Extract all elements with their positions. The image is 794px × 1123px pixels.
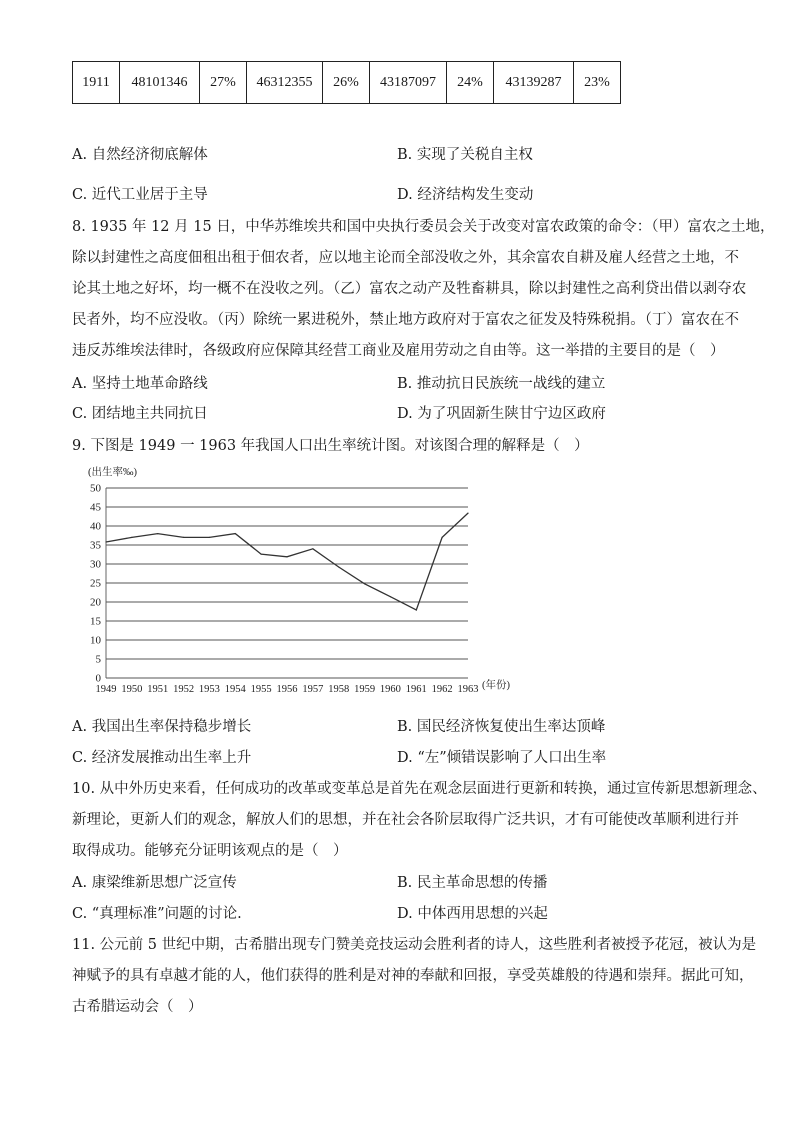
option-key: D.	[397, 187, 413, 203]
option-key: A.	[72, 875, 88, 891]
x-tick-label: 1956	[276, 684, 298, 695]
y-tick-label: 30	[90, 558, 101, 571]
data-point	[183, 537, 184, 538]
option-key: A.	[72, 719, 88, 735]
data-point	[442, 537, 443, 538]
option-key: C.	[72, 187, 88, 203]
q7-option-c[interactable]	[72, 183, 208, 204]
data-point	[235, 533, 236, 534]
q10-option-b[interactable]	[397, 871, 547, 892]
q10-line: 取得成功。能够充分证明该观点的是（ ）	[72, 843, 348, 859]
y-tick-label: 5	[95, 653, 101, 666]
y-axis-label: (出生率‰)	[88, 467, 137, 478]
data-point	[131, 537, 132, 538]
table-cell: 43139287	[494, 62, 574, 104]
option-text: 自然经济彻底解体	[91, 147, 208, 163]
series-line	[106, 513, 468, 610]
data-point	[467, 512, 468, 513]
table-cell: 43187097	[370, 62, 447, 104]
data-point	[390, 596, 391, 597]
x-tick-label: 1955	[250, 684, 272, 695]
data-point	[416, 609, 417, 610]
data-point	[105, 541, 106, 542]
option-key: B.	[397, 875, 413, 891]
option-text: 经济发展推动出生率上升	[91, 750, 252, 766]
q10-option-d[interactable]	[397, 902, 548, 923]
q10-line: 新理论，更新人们的观念，解放人们的思想，并在社会各阶层取得广泛共识，才有可能使改革顺利进行并	[72, 812, 739, 828]
table-cell: 26%	[323, 62, 370, 104]
q7-option-b[interactable]	[397, 143, 533, 164]
q8-line: 民者外，均不应没收。（丙）除统一累进税外，禁止地方政府对于富农之征发及特殊税捐。（丁）富农在不	[72, 312, 739, 328]
option-key: A.	[72, 376, 88, 392]
table-cell: 46312355	[247, 62, 323, 104]
q11-line: 神赋予的具有卓越才能的人，他们获得的胜利是对神的奉献和回报，享受英雄般的待遇和崇拜。据此可知，	[72, 968, 754, 984]
option-key: C.	[72, 406, 88, 422]
x-tick-labels	[96, 684, 479, 695]
table-cell: 27%	[200, 62, 247, 104]
y-tick-label: 50	[90, 482, 101, 495]
q9-option-a[interactable]	[72, 715, 251, 736]
option-key: A.	[72, 147, 88, 163]
option-text: 为了巩固新生陕甘宁边区政府	[417, 406, 606, 422]
q11-line: 古希腊运动会（ ）	[72, 999, 203, 1015]
option-text: 我国出生率保持稳步增长	[91, 719, 252, 735]
x-tick-label: 1952	[173, 684, 195, 695]
option-text: 推动抗日民族统一战线的建立	[416, 376, 606, 392]
q8-line: 违反苏维埃法律时，各级政府应保障其经营工商业及雇用劳动之自由等。这一举措的主要目的是（ ）	[72, 343, 725, 359]
option-text: 实现了关税自主权	[416, 147, 533, 163]
q9-stem: 9. 下图是 1949 一 1963 年我国人口出生率统计图。对该图合理的解释是（ ）	[72, 438, 589, 454]
data-point	[312, 548, 313, 549]
option-text: 团结地主共同抗日	[91, 406, 208, 422]
data-point	[338, 566, 339, 567]
y-tick-label: 10	[90, 634, 101, 647]
option-text: “左”倾错误影响了人口出生率	[417, 750, 607, 766]
x-tick-label: 1950	[121, 684, 143, 695]
q8-option-c[interactable]	[72, 402, 208, 423]
table-cell: 23%	[574, 62, 621, 104]
q8-option-b[interactable]	[397, 372, 605, 393]
x-tick-label: 1951	[147, 684, 169, 695]
option-text: 康梁维新思想广泛宣传	[91, 875, 237, 891]
q8-option-a[interactable]	[72, 372, 208, 393]
q10-option-c[interactable]	[72, 902, 242, 923]
option-text: 中体西用思想的兴起	[417, 906, 548, 922]
q10-option-a[interactable]	[72, 871, 237, 892]
option-text: 国民经济恢复使出生率达顶峰	[416, 719, 606, 735]
population-table	[72, 61, 621, 104]
x-tick-label: 1960	[379, 684, 401, 695]
table-cell: 48101346	[120, 62, 200, 104]
data-point	[209, 537, 210, 538]
x-tick-label: 1958	[328, 684, 350, 695]
y-tick-label: 20	[90, 596, 101, 609]
x-tick-label: 1959	[354, 684, 376, 695]
data-point	[286, 556, 287, 557]
option-text: 民主革命思想的传播	[416, 875, 548, 891]
data-point	[261, 554, 262, 555]
data-point	[364, 583, 365, 584]
y-tick-label: 0	[95, 672, 101, 685]
table-row	[73, 62, 621, 104]
x-tick-label: 1962	[431, 684, 453, 695]
q10-line: 10. 从中外历史来看，任何成功的改革或变革总是首先在观念层面进行更新和转换，通过宣传新思想新理念、	[72, 781, 767, 797]
x-tick-label: 1954	[224, 684, 246, 695]
option-key: B.	[397, 147, 413, 163]
q8-line: 论其土地之好坏，均一概不在没收之列。（乙）富农之动产及牲畜耕具，除以封建性之高利贷出借以剥夺农	[72, 281, 747, 297]
x-tick-label: 1963	[457, 684, 479, 695]
x-tick-label: 1961	[405, 684, 427, 695]
data-point	[157, 533, 158, 534]
option-text: “真理标准”问题的讨论.	[91, 906, 242, 922]
option-key: C.	[72, 750, 88, 766]
q8-line: 8. 1935 年 12 月 15 日，中华苏维埃共和国中央执行委员会关于改变对富农政策的命令：（甲）富农之土地，	[72, 219, 775, 235]
chart-grid	[106, 488, 468, 678]
y-tick-label: 15	[90, 615, 101, 628]
option-key: D.	[397, 406, 413, 422]
birth-rate-chart	[80, 462, 520, 700]
q9-option-c[interactable]	[72, 746, 251, 767]
option-key: C.	[72, 906, 88, 922]
q9-option-d[interactable]	[397, 746, 606, 767]
x-tick-label: 1953	[198, 684, 220, 695]
option-key: B.	[397, 719, 413, 735]
q8-line: 除以封建性之高度佃租出租于佃农者，应以地主论而全部没收之外，其余富农自耕及雇人经营之土地，不	[72, 250, 739, 266]
y-tick-label: 45	[90, 501, 101, 514]
y-tick-label: 40	[90, 520, 101, 533]
q7-option-a[interactable]	[72, 143, 208, 164]
x-tick-label: 1949	[95, 684, 117, 695]
option-key: D.	[397, 750, 413, 766]
table-cell: 1911	[73, 62, 120, 104]
q9-option-b[interactable]	[397, 715, 605, 736]
q7-option-d[interactable]	[397, 183, 533, 204]
option-text: 近代工业居于主导	[91, 187, 208, 203]
option-text: 坚持土地革命路线	[91, 376, 208, 392]
x-tick-label: 1957	[302, 684, 324, 695]
option-key: B.	[397, 376, 413, 392]
y-tick-labels	[90, 483, 102, 685]
y-tick-label: 35	[90, 539, 101, 552]
table-cell: 24%	[447, 62, 494, 104]
option-text: 经济结构发生变动	[417, 187, 534, 203]
option-key: D.	[397, 906, 413, 922]
y-tick-label: 25	[90, 577, 101, 590]
q8-option-d[interactable]	[397, 402, 606, 423]
x-axis-label: (年份)	[482, 680, 510, 691]
q11-line: 11. 公元前 5 世纪中期，古希腊出现专门赞美竞技运动会胜利者的诗人，这些胜利者被授予花冠，被认为是	[72, 937, 757, 953]
